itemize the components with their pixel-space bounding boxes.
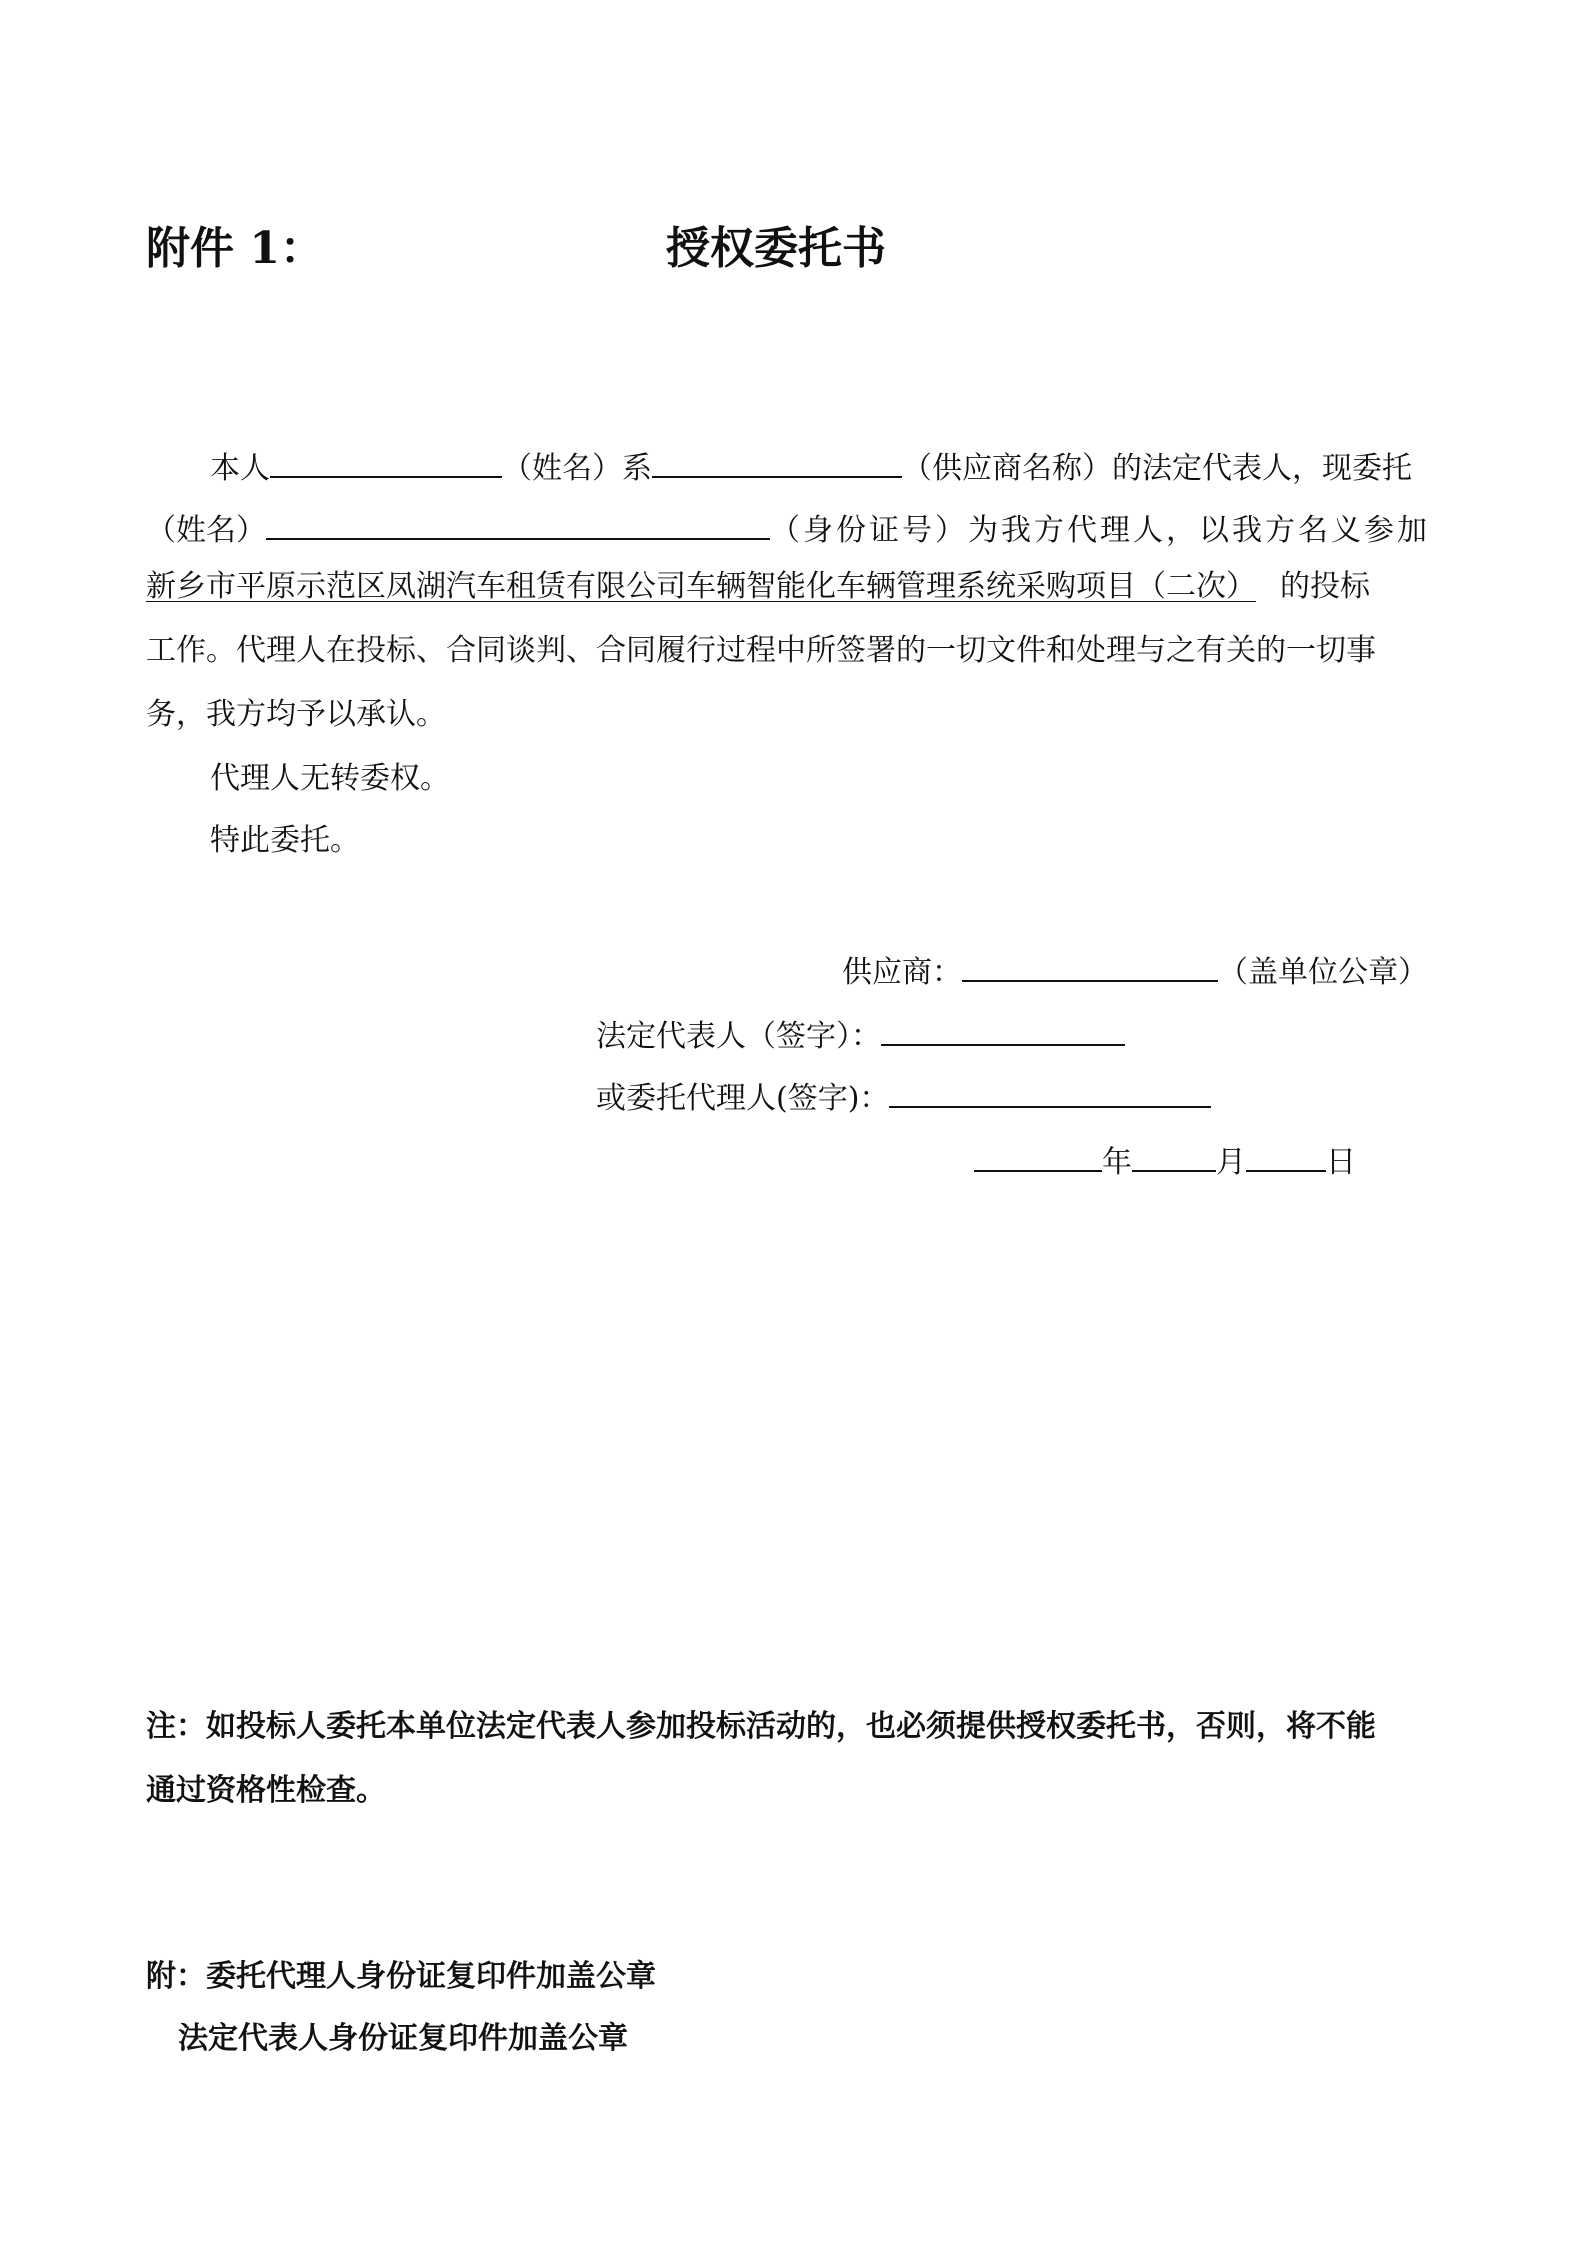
legal-rep-signature-line <box>596 1014 1125 1052</box>
project-underline-tail <box>1256 569 1280 604</box>
text-id-agent: （身份证号）为我方代理人，以我方名义参加 <box>770 513 1430 548</box>
text-ben-ren: 本人 <box>210 451 270 486</box>
agent-label: 或委托代理人(签字)： <box>596 1081 890 1116</box>
date-line <box>974 1140 1356 1178</box>
year-label: 年 <box>1102 1145 1132 1180</box>
paragraph-line-3 <box>146 569 1448 604</box>
paragraph-line-6: 代理人无转委权。 <box>210 761 450 796</box>
paragraph-line-2 <box>146 508 1448 546</box>
text-legal-rep-entrust: （供应商名称）的法定代表人，现委托 <box>902 451 1412 486</box>
text-bid-tail: 的投标 <box>1280 569 1370 604</box>
project-name: 新乡市平原示范区凤湖汽车租赁有限公司车辆智能化车辆管理系统采购项目（二次） <box>146 569 1256 604</box>
month-label: 月 <box>1216 1145 1246 1180</box>
blank-month[interactable] <box>1132 1140 1216 1172</box>
agent-signature-line <box>596 1076 1211 1114</box>
supplier-signature-line <box>842 950 1428 988</box>
blank-agent-name[interactable] <box>266 508 770 540</box>
paragraph-line-1 <box>210 446 1448 484</box>
note-line-2: 通过资格性检查。 <box>146 1773 386 1808</box>
paragraph-line-4: 工作。代理人在投标、合同谈判、合同履行过程中所签署的一切文件和处理与之有关的一切事 <box>146 633 1376 668</box>
supplier-seal-label: （盖单位公章） <box>1218 955 1428 990</box>
paragraph-line-7: 特此委托。 <box>210 823 360 858</box>
day-label: 日 <box>1326 1145 1356 1180</box>
note-line-1: 注：如投标人委托本单位法定代表人参加投标活动的，也必须提供授权委托书，否则，将不能 <box>146 1709 1376 1744</box>
blank-day[interactable] <box>1246 1140 1326 1172</box>
supplier-label: 供应商： <box>842 955 962 990</box>
blank-supplier-name[interactable] <box>652 446 902 478</box>
blank-year[interactable] <box>974 1140 1102 1172</box>
text-agent-name-label: （姓名） <box>146 513 266 548</box>
appendix-line-2: 法定代表人身份证复印件加盖公章 <box>178 2021 628 2056</box>
legal-rep-label: 法定代表人（签字）： <box>596 1019 881 1054</box>
blank-agent-signature[interactable] <box>889 1076 1211 1108</box>
paragraph-line-5: 务，我方均予以承认。 <box>146 697 446 732</box>
attachment-label: 附件 1： <box>146 223 324 274</box>
text-name-xi: （姓名）系 <box>502 451 652 486</box>
blank-legal-rep-signature[interactable] <box>881 1014 1125 1046</box>
blank-supplier[interactable] <box>962 950 1218 982</box>
blank-name[interactable] <box>270 446 502 478</box>
appendix-line-1: 附：委托代理人身份证复印件加盖公章 <box>146 1959 656 1994</box>
document-title: 授权委托书 <box>666 223 886 274</box>
